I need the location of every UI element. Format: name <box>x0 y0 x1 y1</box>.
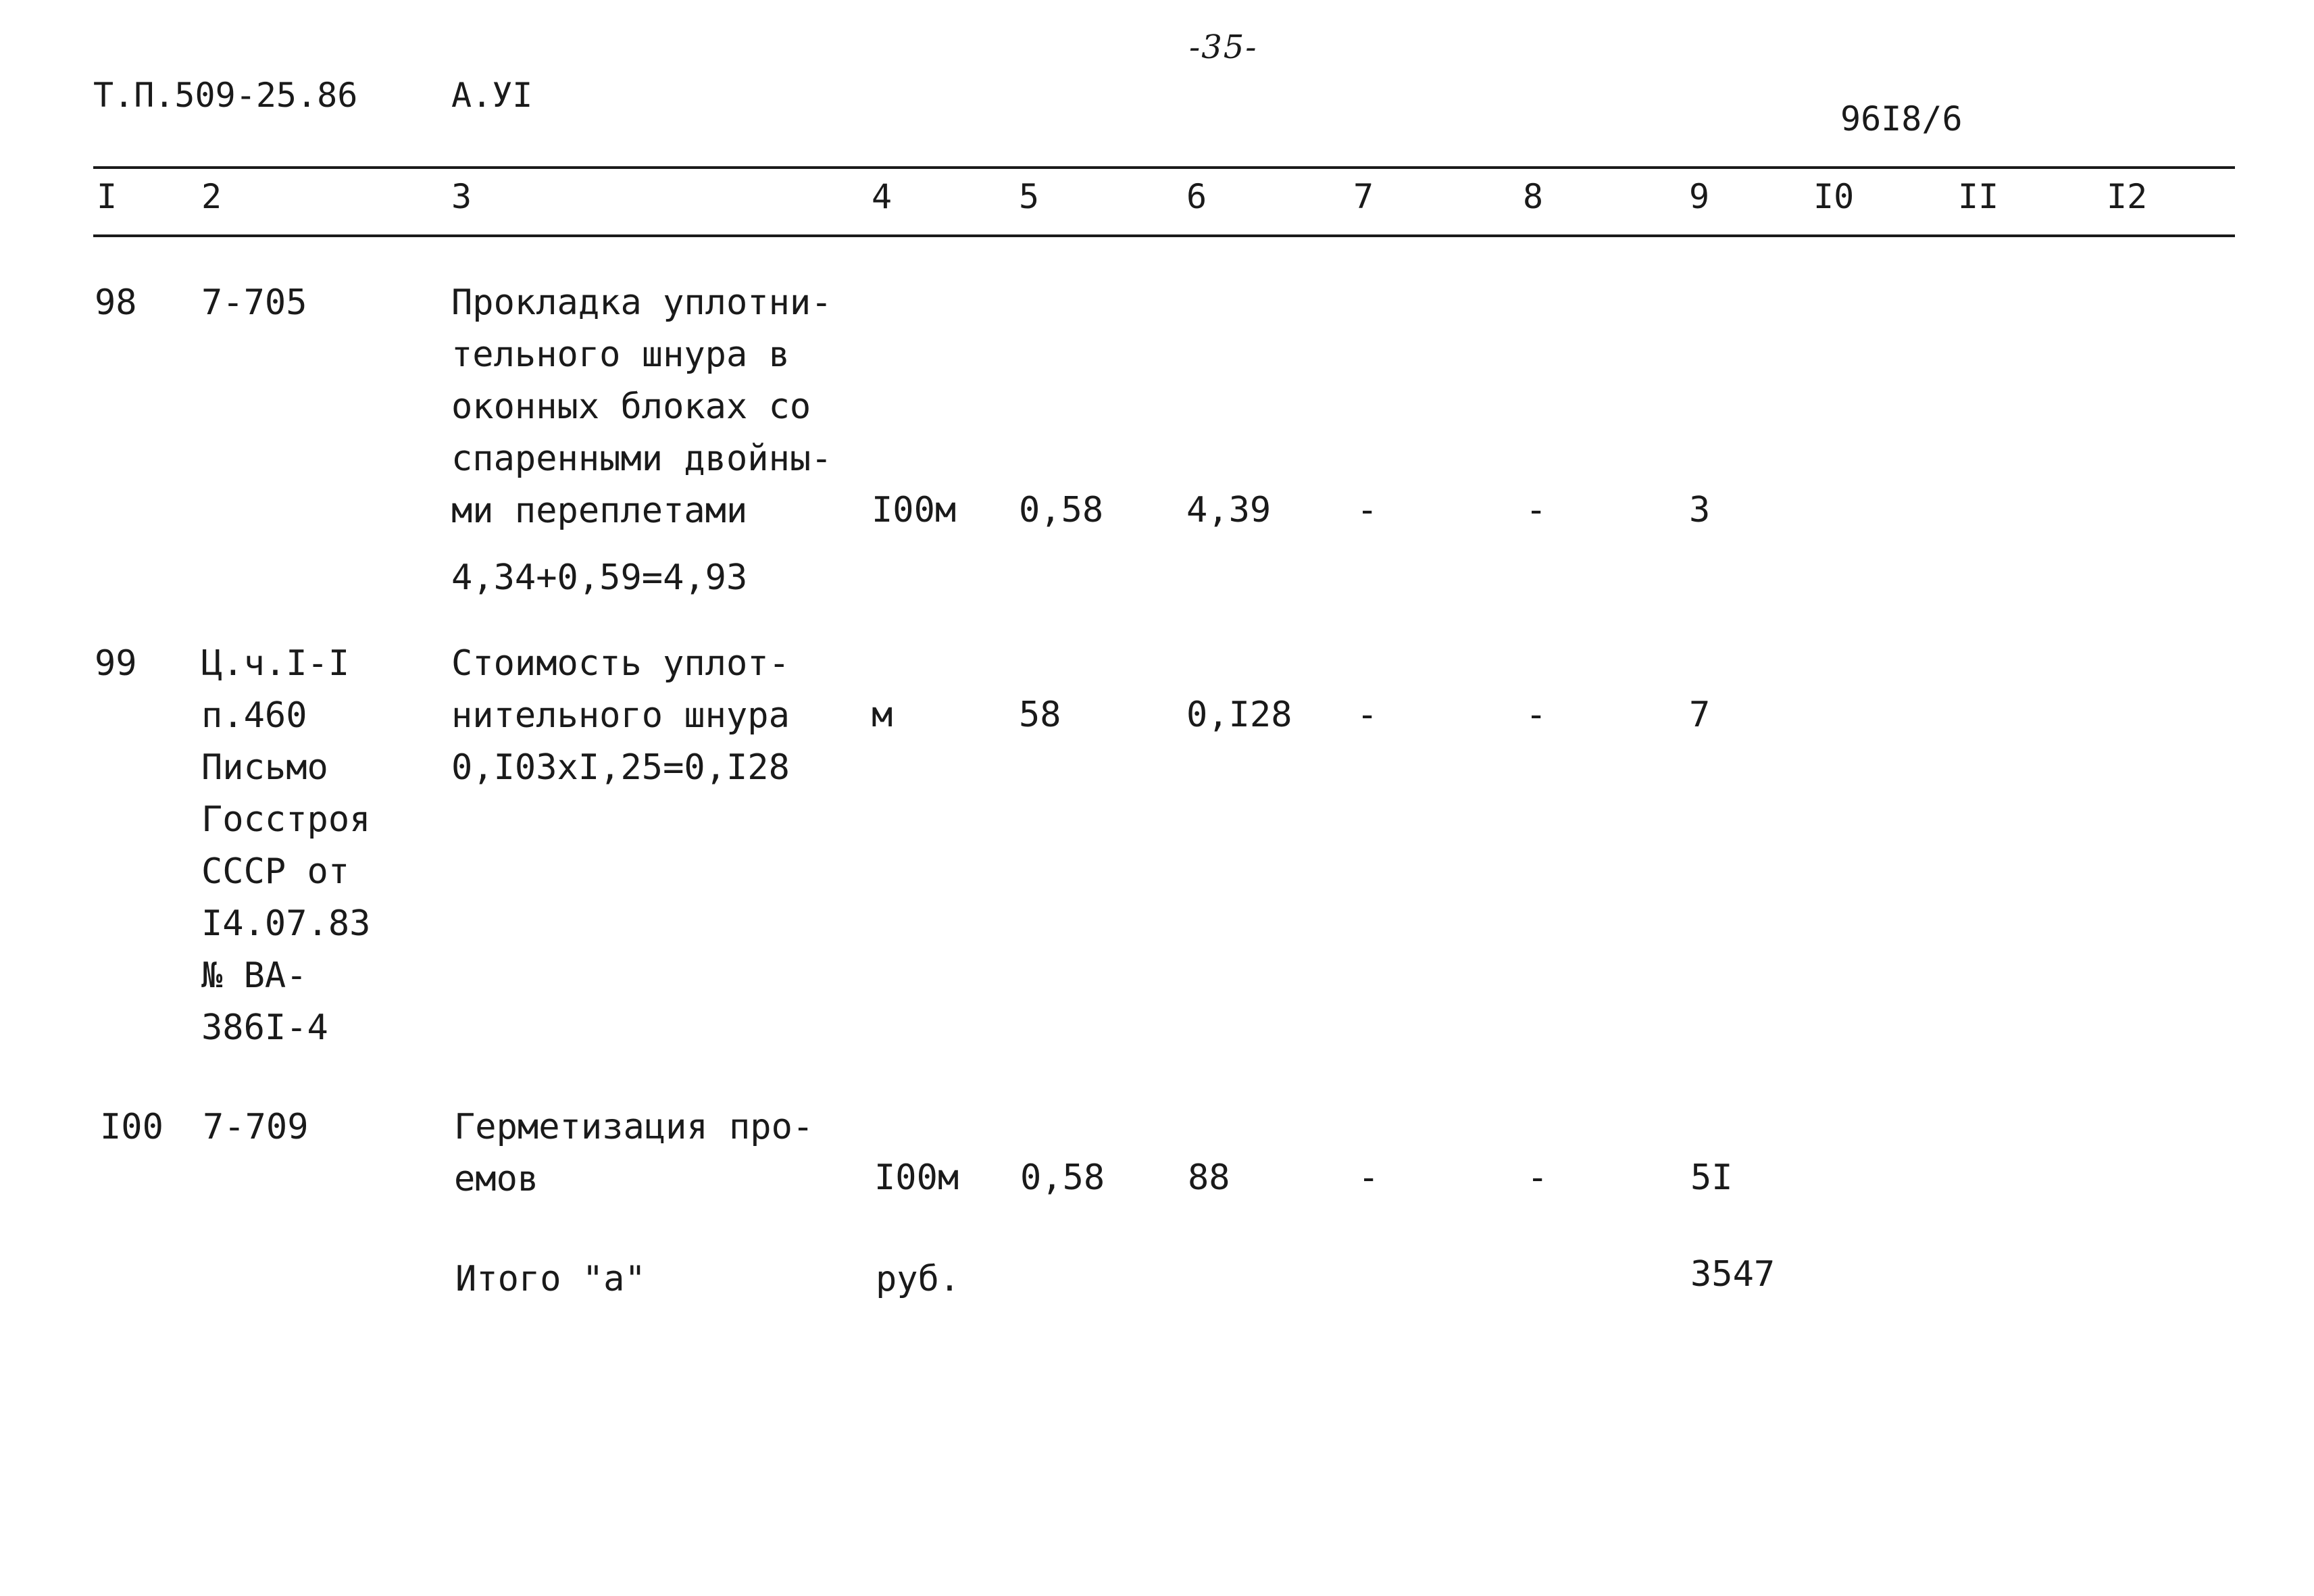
norm-code: Ц.ч.I-I п.460 Письмо Госстроя СССР от I4.07.83 № ВА- 386I-4 <box>201 643 371 1048</box>
total-cost: 7 <box>1689 695 1711 735</box>
unit-price: 0,I28 <box>1186 695 1292 735</box>
column-number: 9 <box>1689 177 1710 216</box>
summary-label: Итого "а" <box>455 1259 646 1299</box>
column-number: 3 <box>451 177 472 216</box>
column-number: 5 <box>1019 177 1040 216</box>
row-number: 98 <box>95 282 137 323</box>
unit-price: 4,39 <box>1186 490 1272 530</box>
norm-code: 7-705 <box>201 282 307 323</box>
total-cost: 5I <box>1690 1157 1733 1198</box>
column-number: 6 <box>1186 177 1207 216</box>
quantity: 0,58 <box>1019 490 1104 530</box>
column-number: I2 <box>2107 177 2148 216</box>
header-bottom-rule <box>93 234 2235 237</box>
total-cost: 3 <box>1689 490 1711 530</box>
column-number: I0 <box>1813 177 1855 216</box>
work-description: Стоимость уплот- нительного шнура 0,I03хI,25=0,I28 <box>451 643 790 788</box>
quantity: 0,58 <box>1020 1157 1105 1198</box>
calculation-note: 4,34+0,59=4,93 <box>451 557 748 598</box>
work-description: Герметизация про- емов <box>454 1107 814 1199</box>
summary-unit: руб. <box>876 1259 961 1299</box>
unit: I00м <box>874 1157 959 1198</box>
quantity: 58 <box>1019 695 1061 735</box>
column-7-value: - <box>1358 1157 1380 1198</box>
norm-code: 7-709 <box>203 1107 309 1147</box>
column-number: 4 <box>872 177 892 216</box>
column-number: II <box>1958 177 1999 216</box>
unit: м <box>872 695 893 735</box>
page-number: -35- <box>1189 28 1258 66</box>
summary-total: 3547 <box>1690 1254 1776 1295</box>
row-number: 99 <box>95 643 137 684</box>
section-code: А.УI <box>451 76 533 115</box>
unit-price: 88 <box>1188 1157 1230 1198</box>
work-description: Прокладка уплотни- тельного шнура в оконных блоках со спаренными двойны- ми переплетами <box>451 282 832 531</box>
column-7-value: - <box>1357 490 1378 530</box>
sheet-code: 96I8/6 <box>1840 99 1963 139</box>
column-7-value: - <box>1357 695 1378 735</box>
unit: I00м <box>872 490 957 530</box>
column-number: I <box>97 177 118 216</box>
column-8-value: - <box>1526 695 1547 735</box>
header-top-rule <box>93 166 2235 169</box>
document-code: Т.П.509-25.86 <box>93 76 358 115</box>
column-number: 2 <box>201 177 222 216</box>
column-number: 7 <box>1353 177 1374 216</box>
column-8-value: - <box>1526 490 1547 530</box>
column-8-value: - <box>1527 1157 1549 1198</box>
row-number: I00 <box>100 1107 164 1147</box>
column-number: 8 <box>1523 177 1544 216</box>
